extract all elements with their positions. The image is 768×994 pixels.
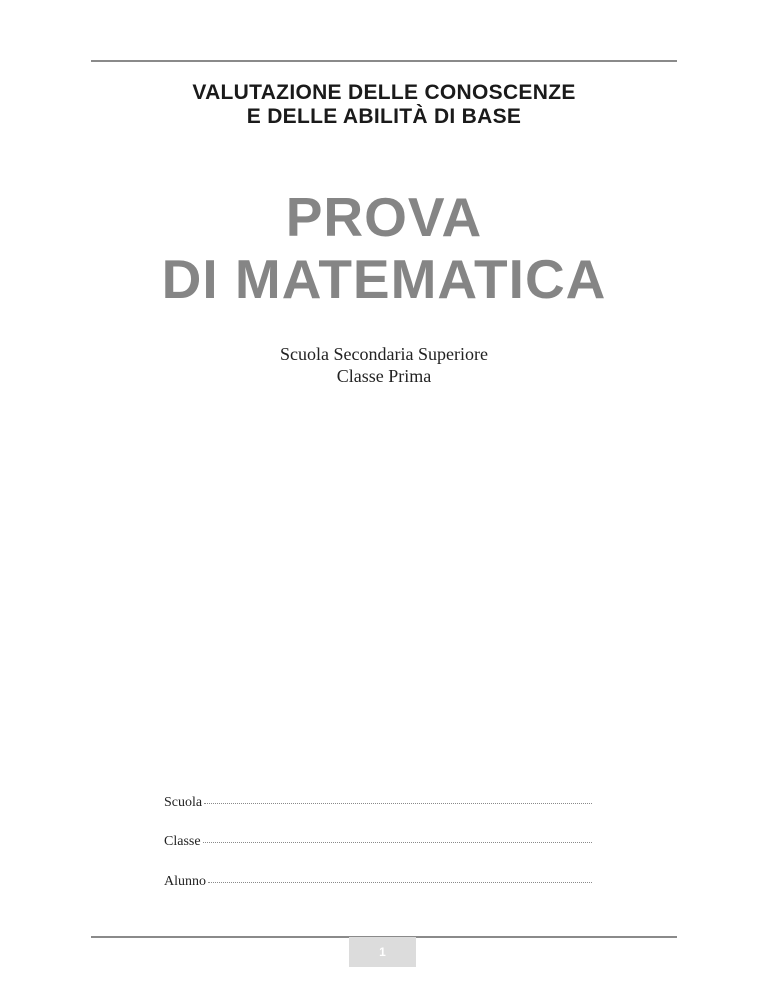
alunno-label: Alunno [164, 874, 206, 889]
classe-label: Classe [164, 834, 201, 849]
document-title [0, 186, 768, 310]
document-subtitle [0, 81, 768, 129]
alunno-fill-line[interactable] [208, 881, 592, 883]
classe-fill-line[interactable] [203, 841, 592, 843]
page-number-text: 1 [379, 945, 386, 959]
subtitle-line-1: VALUTAZIONE DELLE CONOSCENZE [192, 81, 576, 104]
school-info [0, 343, 768, 387]
school-level: Scuola Secondaria Superiore [280, 344, 488, 364]
top-rule [91, 60, 677, 62]
class-level: Classe Prima [336, 366, 432, 386]
scuola-fill-line[interactable] [204, 802, 592, 804]
title-line-1: PROVA [285, 186, 483, 248]
page-number [349, 937, 416, 967]
title-line-2: DI MATEMATICA [161, 248, 607, 310]
subtitle-line-2: E DELLE ABILITÀ DI BASE [246, 105, 522, 128]
alunno-field[interactable] [164, 874, 592, 890]
scuola-field[interactable] [164, 795, 592, 811]
scuola-label: Scuola [164, 795, 203, 810]
classe-field[interactable] [164, 834, 592, 850]
